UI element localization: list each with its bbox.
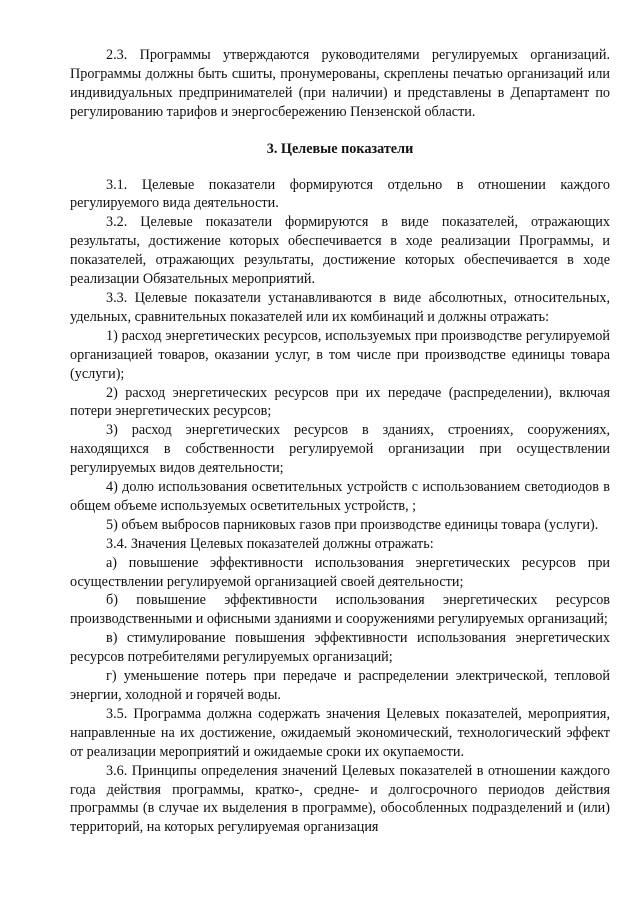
list-item-3-4-g: г) уменьшение потерь при передаче и распределении электрической, тепловой энергии, холодной и горячей воды.: [70, 668, 610, 703]
list-item-3-4-a: а) повышение эффективности использования энергетических ресурсов при осуществлении регулируемой организацией своей деятельности;: [70, 554, 610, 590]
list-item-3-4-b: б) повышение эффективности использования энергетических ресурсов производственными и офисными зданиями и сооружениями регулируемых организаций;: [70, 592, 610, 628]
paragraph-3-3: 3.3. Целевые показатели устанавливаются в виде абсолютных, относительных, удельных, сравнительных показателей или их комбинаций и должны отражать:: [70, 289, 610, 325]
list-item-3-3-1: 1) расход энергетических ресурсов, используемых при производстве регулируемой организацией товаров, оказании услуг, в том числе при производстве единицы товара (услуги);: [70, 327, 610, 382]
paragraph-3-2: 3.2. Целевые показатели формируются в виде показателей, отражающих результаты, достижение которых обеспечивается в ходе реализации Программы, и показателей, отражающих результаты, достижение которых обеспечивается в ходе реализации Обязательных мероприятий.: [70, 214, 610, 288]
paragraph-3-4: 3.4. Значения Целевых показателей должны отражать:: [106, 535, 434, 552]
list-item-3-3-4: 4) долю использования осветительных устройств с использованием светодиодов в общем объеме используемых осветительных устройств, ;: [70, 479, 610, 514]
paragraph-3-5: 3.5. Программа должна содержать значения Целевых показателей, мероприятия, направленные на их достижение, ожидаемый экономический, технологический эффект от реализации мероприятий и ожидаемые сроки их окупаемости.: [70, 705, 610, 760]
list-item-3-3-2: 2) расход энергетических ресурсов при их передаче (распределении), включая потери энергетических ресурсов;: [70, 384, 610, 420]
paragraph-3-6: 3.6. Принципы определения значений Целевых показателей в отношении каждого года действия программы, кратко-, средне- и долгосрочного периодов действия программы (в случае их выделения в программе), обособленных подразделений и (или) территорий, на которых регулируемая организация: [70, 762, 610, 836]
list-item-3-4-v: в) стимулирование повышения эффективности использования энергетических ресурсов потребителями регулируемых организаций;: [70, 630, 610, 666]
document-body: [70, 46, 610, 837]
section-3-heading: 3. Целевые показатели: [266, 140, 414, 157]
paragraph-3-1: 3.1. Целевые показатели формируются отдельно в отношении каждого регулируемого вида деятельности.: [70, 176, 610, 212]
list-item-3-3-5: 5) объем выбросов парниковых газов при производстве единицы товара (услуги).: [106, 516, 599, 533]
list-item-3-3-3: 3) расход энергетических ресурсов в зданиях, строениях, сооружениях, находящихся в собственности регулируемой организации при осуществлении регулируемых видов деятельности;: [70, 422, 610, 477]
paragraph-2-3: 2.3. Программы утверждаются руководителями регулируемых организаций. Программы должны быть сшиты, пронумерованы, скреплены печатью организаций или индивидуальных предпринимателей (при наличии) и представлены в Департамент по регулированию тарифов и энергосбережению Пензенской области.: [70, 47, 610, 120]
